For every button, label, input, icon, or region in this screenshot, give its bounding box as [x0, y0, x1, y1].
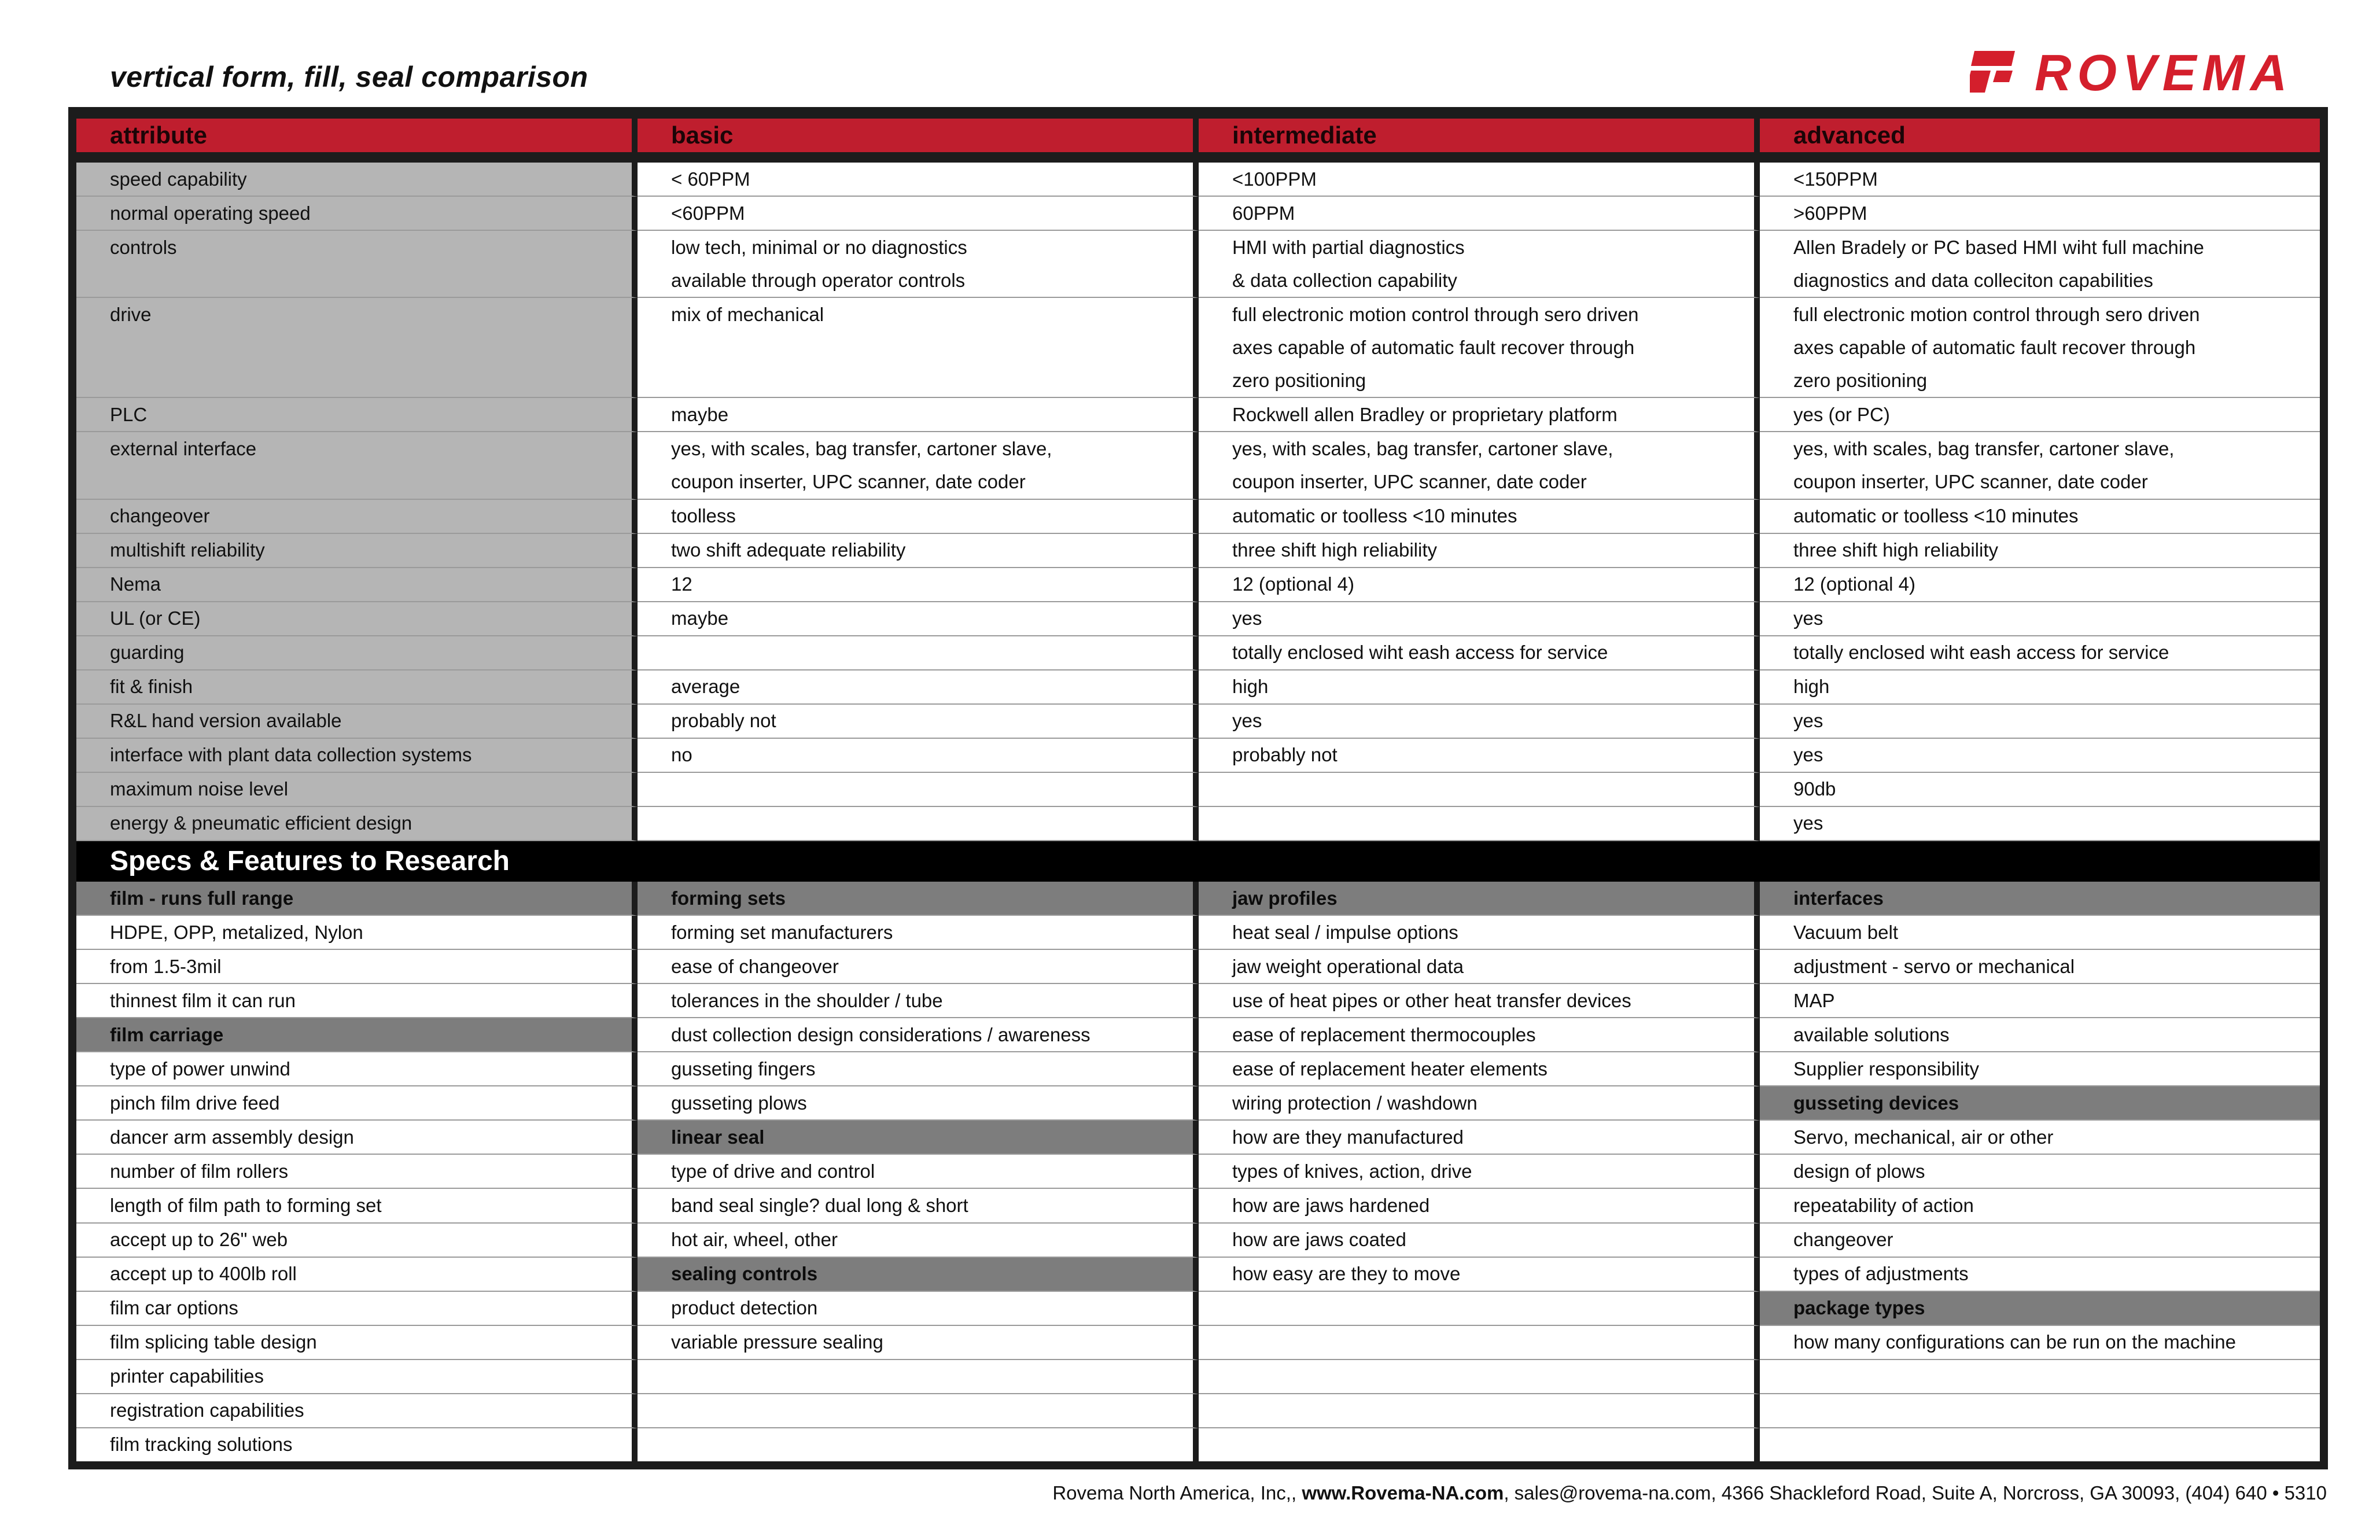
spec-subheader-sealing-controls: sealing controls [638, 1258, 1199, 1292]
attribute-label: UL (or CE) [76, 602, 638, 636]
spec-cell [1760, 1428, 2320, 1461]
spec-subheader-linear-seal: linear seal [638, 1121, 1199, 1155]
header-basic: basic [638, 107, 1199, 163]
spec-row [76, 950, 2320, 984]
spec-cell: ease of replacement thermocouples [1199, 1018, 1760, 1052]
spec-cell: how many configurations can be run on the machine [1760, 1326, 2320, 1360]
attribute-label: changeover [76, 500, 638, 534]
spec-subheader-package-types: package types [1760, 1292, 2320, 1326]
spec-cell: MAP [1760, 984, 2320, 1018]
spec-row [76, 1155, 2320, 1189]
spec-cell: types of adjustments [1760, 1258, 2320, 1292]
spec-cell: variable pressure sealing [638, 1326, 1199, 1360]
spec-cell: film tracking solutions [76, 1428, 638, 1461]
basic-cell: <60PPM [638, 197, 1199, 231]
spec-cell: ease of replacement heater elements [1199, 1052, 1760, 1086]
table-row [76, 163, 2320, 197]
spec-cell: types of knives, action, drive [1199, 1155, 1760, 1189]
spec-row [76, 1224, 2320, 1258]
spec-cell [1199, 1326, 1760, 1360]
basic-cell: no [638, 739, 1199, 773]
spec-subheader-film-carriage: film carriage [76, 1018, 638, 1052]
spec-cell: wiring protection / washdown [1199, 1086, 1760, 1121]
attribute-label: Nema [76, 568, 638, 602]
footer-website-link[interactable]: www.Rovema-NA.com [1302, 1482, 1504, 1504]
basic-cell: probably not [638, 705, 1199, 739]
footer-company: Rovema North America, Inc,, [1052, 1482, 1297, 1504]
advanced-cell: yes (or PC) [1760, 398, 2320, 432]
spec-cell: type of drive and control [638, 1155, 1199, 1189]
spec-row [76, 916, 2320, 950]
spec-cell [638, 1360, 1199, 1394]
header-advanced: advanced [1760, 107, 2320, 163]
spec-row [76, 1360, 2320, 1394]
spec-cell: how are jaws hardened [1199, 1189, 1760, 1223]
table-row [76, 705, 2320, 739]
spec-row [76, 1018, 2320, 1052]
spec-cell [1760, 1360, 2320, 1394]
spec-cell: HDPE, OPP, metalized, Nylon [76, 916, 638, 950]
intermediate-cell: full electronic motion control through sero driven axes capable of automatic fault recover through zero positioning [1199, 298, 1760, 398]
spec-cell [1199, 1292, 1760, 1326]
basic-cell: maybe [638, 398, 1199, 432]
attribute-label: speed capability [76, 163, 638, 197]
intermediate-cell: <100PPM [1199, 163, 1760, 197]
spec-row [76, 984, 2320, 1018]
basic-cell [638, 807, 1199, 841]
spec-cell: length of film path to forming set [76, 1189, 638, 1223]
table-row [76, 636, 2320, 670]
table-row [76, 670, 2320, 705]
basic-cell: mix of mechanical [638, 298, 1199, 398]
spec-cell [1760, 1394, 2320, 1428]
intermediate-cell: 12 (optional 4) [1199, 568, 1760, 602]
spec-cell: tolerances in the shoulder / tube [638, 984, 1199, 1018]
basic-cell [638, 773, 1199, 807]
attribute-label: controls [76, 231, 638, 298]
intermediate-cell: automatic or toolless <10 minutes [1199, 500, 1760, 534]
table-row [76, 432, 2320, 499]
attribute-label: drive [76, 298, 638, 398]
header-attribute: attribute [76, 107, 638, 163]
attribute-label: interface with plant data collection systems [76, 739, 638, 773]
footer-details: , sales@rovema-na.com, 4366 Shackleford Road, Suite A, Norcross, GA 30093, (404) 640 • 5310 [1504, 1482, 2327, 1504]
basic-cell: maybe [638, 602, 1199, 636]
spec-header-film: film - runs full range [76, 882, 638, 916]
table-row [76, 807, 2320, 841]
rovema-logo-mark-icon [1970, 51, 2015, 93]
attribute-label: fit & finish [76, 670, 638, 705]
table-row [76, 231, 2320, 298]
spec-cell [1199, 1360, 1760, 1394]
basic-cell: yes, with scales, bag transfer, cartoner slave, coupon inserter, UPC scanner, date coder [638, 432, 1199, 499]
spec-cell: dancer arm assembly design [76, 1121, 638, 1155]
spec-cell: Vacuum belt [1760, 916, 2320, 950]
spec-cell: forming set manufacturers [638, 916, 1199, 950]
table-row [76, 568, 2320, 602]
spec-cell: dust collection design considerations / awareness [638, 1018, 1199, 1052]
advanced-cell: <150PPM [1760, 163, 2320, 197]
spec-cell: thinnest film it can run [76, 984, 638, 1018]
advanced-cell: three shift high reliability [1760, 534, 2320, 568]
spec-cell: printer capabilities [76, 1360, 638, 1394]
advanced-cell: >60PPM [1760, 197, 2320, 231]
spec-cell: changeover [1760, 1224, 2320, 1258]
intermediate-cell [1199, 807, 1760, 841]
intermediate-cell: yes, with scales, bag transfer, cartoner slave, coupon inserter, UPC scanner, date coder [1199, 432, 1760, 499]
attribute-label: normal operating speed [76, 197, 638, 231]
intermediate-cell: totally enclosed wiht eash access for service [1199, 636, 1760, 670]
advanced-cell: 90db [1760, 773, 2320, 807]
advanced-cell: 12 (optional 4) [1760, 568, 2320, 602]
advanced-cell: totally enclosed wiht eash access for service [1760, 636, 2320, 670]
document-title: vertical form, fill, seal comparison [110, 61, 588, 93]
spec-cell: film car options [76, 1292, 638, 1326]
table-row [76, 298, 2320, 398]
advanced-cell: automatic or toolless <10 minutes [1760, 500, 2320, 534]
spec-cell: pinch film drive feed [76, 1086, 638, 1121]
table-row [76, 602, 2320, 636]
attribute-label: maximum noise level [76, 773, 638, 807]
attribute-label: energy & pneumatic efficient design [76, 807, 638, 841]
table-header-row [76, 107, 2320, 163]
spec-cell: film splicing table design [76, 1326, 638, 1360]
table-row [76, 534, 2320, 568]
advanced-cell: yes [1760, 705, 2320, 739]
spec-row [76, 1121, 2320, 1155]
spec-cell: Supplier responsibility [1760, 1052, 2320, 1086]
spec-subheader-gusseting-devices: gusseting devices [1760, 1086, 2320, 1121]
spec-cell: ease of changeover [638, 950, 1199, 984]
spec-cell: type of power unwind [76, 1052, 638, 1086]
advanced-cell: yes [1760, 739, 2320, 773]
spec-row [76, 1292, 2320, 1326]
spec-row [76, 1428, 2320, 1461]
table-row [76, 773, 2320, 807]
spec-header-jaw-profiles: jaw profiles [1199, 882, 1760, 916]
table-row [76, 197, 2320, 231]
comparison-table [68, 107, 2328, 1469]
intermediate-cell: probably not [1199, 739, 1760, 773]
spec-row [76, 1326, 2320, 1360]
intermediate-cell: HMI with partial diagnostics & data collection capability [1199, 231, 1760, 298]
spec-cell: adjustment - servo or mechanical [1760, 950, 2320, 984]
footer-contact [1052, 1482, 2327, 1504]
spec-cell: how are they manufactured [1199, 1121, 1760, 1155]
spec-cell: design of plows [1760, 1155, 2320, 1189]
spec-cell [1199, 1428, 1760, 1461]
specs-title: Specs & Features to Research [76, 841, 2320, 882]
header-intermediate: intermediate [1199, 107, 1760, 163]
spec-row [76, 1052, 2320, 1086]
advanced-cell: yes [1760, 807, 2320, 841]
basic-cell: toolless [638, 500, 1199, 534]
intermediate-cell: Rockwell allen Bradley or proprietary platform [1199, 398, 1760, 432]
advanced-cell: yes, with scales, bag transfer, cartoner slave, coupon inserter, UPC scanner, date coder [1760, 432, 2320, 499]
spec-cell: number of film rollers [76, 1155, 638, 1189]
spec-cell: accept up to 400lb roll [76, 1258, 638, 1292]
spec-cell: registration capabilities [76, 1394, 638, 1428]
spec-row [76, 1086, 2320, 1121]
spec-row [76, 1189, 2320, 1223]
basic-cell [638, 636, 1199, 670]
spec-cell: hot air, wheel, other [638, 1224, 1199, 1258]
table-row [76, 500, 2320, 534]
spec-cell: use of heat pipes or other heat transfer devices [1199, 984, 1760, 1018]
spec-cell: Servo, mechanical, air or other [1760, 1121, 2320, 1155]
spec-cell: gusseting plows [638, 1086, 1199, 1121]
advanced-cell: yes [1760, 602, 2320, 636]
spec-cell: from 1.5-3mil [76, 950, 638, 984]
table-row [76, 398, 2320, 432]
spec-header-forming-sets: forming sets [638, 882, 1199, 916]
intermediate-cell: three shift high reliability [1199, 534, 1760, 568]
attribute-label: guarding [76, 636, 638, 670]
attribute-label: R&L hand version available [76, 705, 638, 739]
basic-cell: 12 [638, 568, 1199, 602]
spec-cell: gusseting fingers [638, 1052, 1199, 1086]
attribute-label: multishift reliability [76, 534, 638, 568]
spec-cell: available solutions [1760, 1018, 2320, 1052]
advanced-cell: Allen Bradely or PC based HMI wiht full machine diagnostics and data colleciton capabilities [1760, 231, 2320, 298]
spec-row [76, 1394, 2320, 1428]
spec-cell: product detection [638, 1292, 1199, 1326]
basic-cell: low tech, minimal or no diagnostics available through operator controls [638, 231, 1199, 298]
rovema-logo [1970, 49, 2323, 95]
basic-cell: average [638, 670, 1199, 705]
spec-cell: jaw weight operational data [1199, 950, 1760, 984]
intermediate-cell: yes [1199, 602, 1760, 636]
advanced-cell: high [1760, 670, 2320, 705]
basic-cell: < 60PPM [638, 163, 1199, 197]
logo-wordmark: ROVEMA [2035, 49, 2293, 95]
intermediate-cell: yes [1199, 705, 1760, 739]
spec-cell: band seal single? dual long & short [638, 1189, 1199, 1223]
spec-cell: accept up to 26" web [76, 1224, 638, 1258]
spec-cell: how easy are they to move [1199, 1258, 1760, 1292]
spec-cell: heat seal / impulse options [1199, 916, 1760, 950]
basic-cell: two shift adequate reliability [638, 534, 1199, 568]
spec-cell: repeatability of action [1760, 1189, 2320, 1223]
spec-cell: how are jaws coated [1199, 1224, 1760, 1258]
spec-header-interfaces: interfaces [1760, 882, 2320, 916]
specs-section-header [76, 841, 2320, 882]
advanced-cell: full electronic motion control through sero driven axes capable of automatic fault recover through zero positioning [1760, 298, 2320, 398]
attribute-label: external interface [76, 432, 638, 499]
spec-cell [638, 1428, 1199, 1461]
spec-cell [638, 1394, 1199, 1428]
spec-row [76, 1258, 2320, 1292]
intermediate-cell [1199, 773, 1760, 807]
spec-header-row [76, 882, 2320, 916]
intermediate-cell: high [1199, 670, 1760, 705]
table-row [76, 739, 2320, 773]
intermediate-cell: 60PPM [1199, 197, 1760, 231]
attribute-label: PLC [76, 398, 638, 432]
spec-cell [1199, 1394, 1760, 1428]
